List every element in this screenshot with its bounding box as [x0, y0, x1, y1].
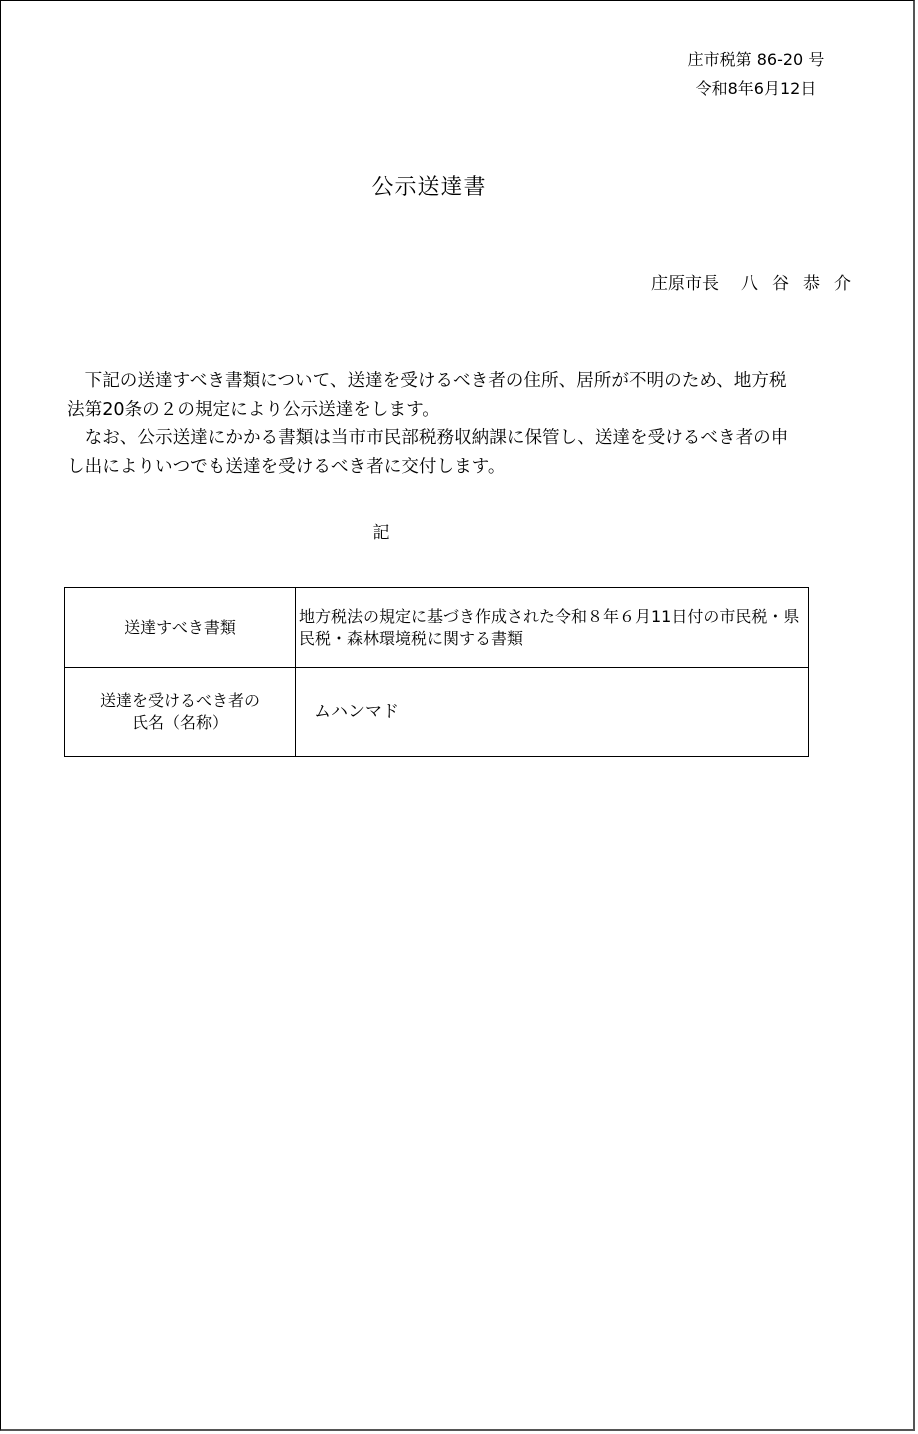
recipient-name: ムハンマド [314, 702, 399, 722]
table-row [65, 588, 809, 668]
issuer-office: 庄原市長 [651, 274, 719, 294]
ki-heading: 記 [372, 523, 390, 543]
recipient-label-line1: 送達を受けるべき者の [99, 691, 260, 710]
document-type-label [65, 588, 296, 668]
body-paragraph-2: なお、公示送達にかかる書類は当市市民部税務収納課に保管し、送達を受けるべき者の申し出によりいつでも送達を受けるべき者に交付します。 [67, 428, 789, 477]
document-type-value-text: 地方税法の規定に基づき作成された令和８年６月11日付の市民税・県民税・森林環境税に関する書類 [299, 606, 800, 648]
document-type-label-text: 送達すべき書類 [124, 617, 236, 637]
issuer-name-char: 八 [741, 274, 758, 294]
issuer [561, 272, 851, 296]
document-title: 公示送達書 [371, 175, 487, 200]
issuer-name-char: 介 [834, 274, 851, 294]
table-row [65, 668, 809, 757]
body-text [67, 367, 795, 481]
document-type-value [296, 588, 809, 668]
issuer-name-char: 恭 [803, 274, 820, 294]
body-paragraph-1: 下記の送達すべき書類について、送達を受けるべき者の住所、居所が不明のため、地方税法第20条の２の規定により公示送達をします。 [67, 371, 787, 420]
document-number: 庄市税第 86-20 号 [687, 50, 825, 69]
detail-table [64, 587, 809, 757]
recipient-label [65, 668, 296, 757]
recipient-value [296, 668, 809, 757]
issuer-name-char: 谷 [772, 274, 789, 294]
document-date: 令和8年6月12日 [695, 79, 817, 98]
recipient-label-line2: 氏名（名称） [131, 713, 228, 732]
